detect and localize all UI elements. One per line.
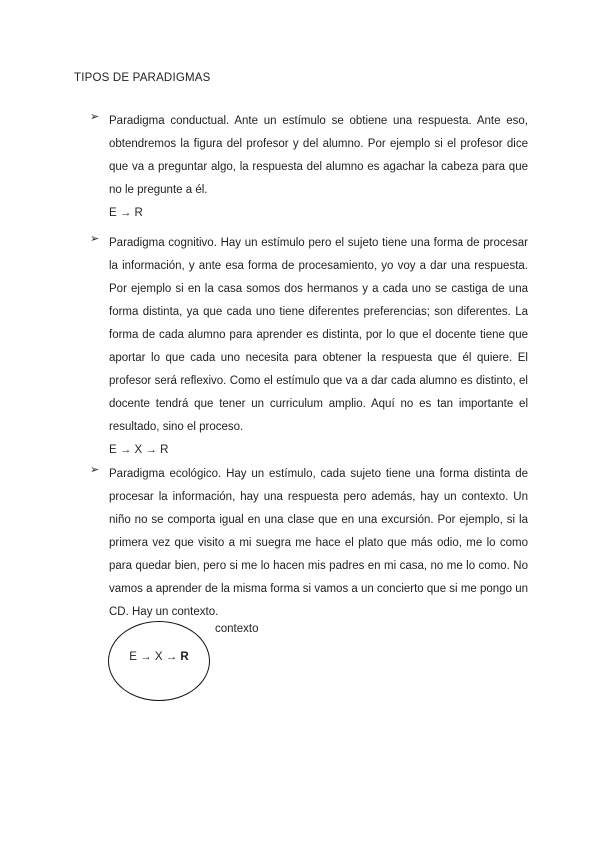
- paradigm-ecologico: [90, 463, 528, 624]
- paradigm-formula: E → X → R: [109, 444, 169, 456]
- context-diagram: [108, 617, 268, 707]
- context-label: contexto: [215, 623, 259, 635]
- page-title: TIPOS DE PARADIGMAS: [74, 72, 211, 84]
- arrow-bullet-icon: ➢: [90, 111, 100, 123]
- formula-response: R: [180, 651, 189, 663]
- arrow-bullet-icon: ➢: [90, 464, 100, 476]
- paradigm-cognitivo: [90, 232, 528, 462]
- paradigm-text: Paradigma cognitivo. Hay un estímulo pero el sujeto tiene una forma de procesar la información, y ante esa forma de procesamiento, yo voy a dar una respuesta. Por ejemplo si en la casa somos dos hermanos y a cada uno se castiga de una forma distinta, ya que cada uno tiene diferentes preferencias; son diferentes. La forma de cada alumno para aprender es distinta, por lo que el docente tiene que aportar lo que cada uno necesita para obtener la respuesta que él quiere. El profesor será reflexivo. Como el estímulo que va a dar cada alumno es distinto, el docente tendrá que tener un curriculum amplio. Aquí no es tan importante el resultado, sino el proceso.: [109, 237, 528, 433]
- formula-prefix: E → X →: [129, 651, 181, 663]
- paradigm-text: Paradigma conductual. Ante un estímulo se obtiene una respuesta. Ante eso, obtendremos la figura del profesor y del alumno. Por ejemplo si el profesor dice que va a preguntar algo, la respuesta del alumno es agachar la cabeza para que no le pregunte a él.: [109, 115, 528, 196]
- paradigm-text: Paradigma ecológico. Hay un estímulo, cada sujeto tiene una forma distinta de procesar la información, hay una respuesta pero además, hay un contexto. Un niño no se comporta igual en una clase que en una excursión. Por ejemplo, si la primera vez que visito a mi suegra me hace el plato que más odio, me lo como para quedar bien, pero si me lo hacen mis padres en mi casa, no me lo como. No vamos a aprender de la misma forma si vamos a un concierto que si me pongo un CD. Hay un contexto.: [109, 468, 528, 618]
- ellipse-formula: [108, 651, 210, 663]
- paradigm-conductual: [90, 110, 528, 225]
- paradigm-formula: E → R: [109, 207, 143, 219]
- arrow-bullet-icon: ➢: [90, 233, 100, 245]
